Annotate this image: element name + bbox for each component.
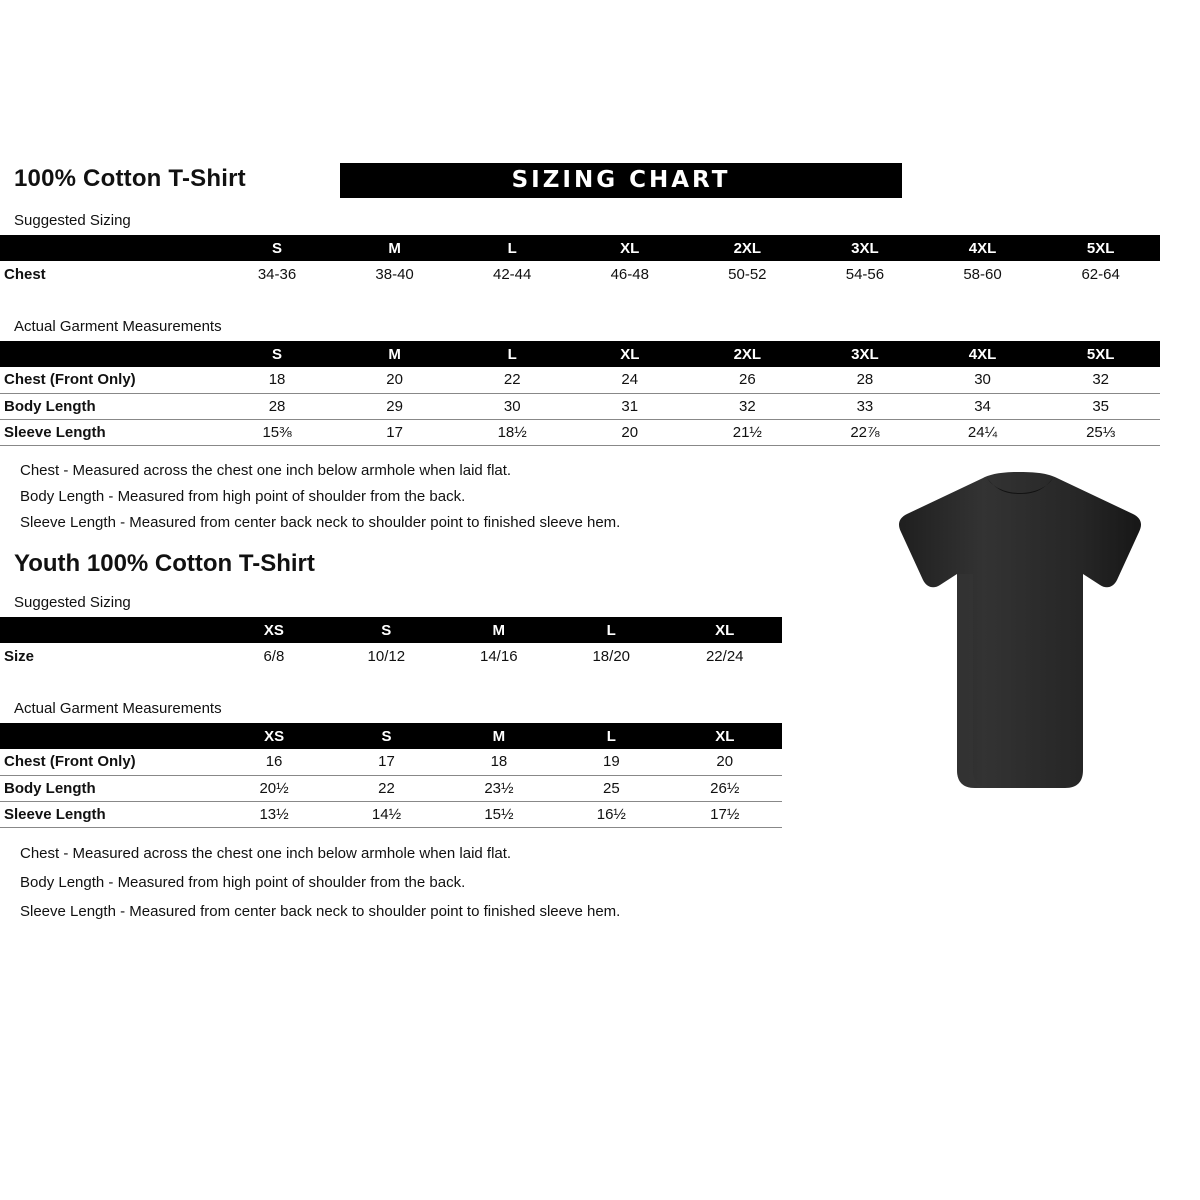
table-cell: 22⅞	[806, 419, 924, 445]
table-cell: 19	[555, 749, 667, 775]
table-cell: 24	[571, 367, 689, 393]
table-cell: 18	[443, 749, 555, 775]
row-label: Body Length	[0, 393, 218, 419]
header-cell: XL	[715, 621, 735, 639]
table-cell: 24¼	[924, 419, 1042, 445]
table-row	[0, 393, 1160, 419]
youth-note-sleeve-length: Sleeve Length - Measured from center back neck to shoulder point to finished sleeve hem.	[20, 903, 621, 920]
table-cell: 28	[218, 393, 336, 419]
table-cell: 18/20	[592, 647, 631, 665]
header-cell: 3XL	[851, 345, 879, 363]
table-cell: 16½	[555, 801, 667, 827]
table-cell: 32	[689, 393, 807, 419]
adult-note-body-length: Body Length - Measured from high point of shoulder from the back.	[20, 488, 466, 505]
table-header-row	[0, 341, 1160, 367]
header-cell: M	[388, 239, 401, 257]
table-cell: 20	[668, 749, 782, 775]
row-label: Chest	[4, 265, 46, 283]
table-cell: 13½	[218, 801, 330, 827]
table-header-row	[0, 235, 1160, 261]
table-cell: 18½	[453, 419, 571, 445]
table-cell: 26	[689, 367, 807, 393]
adult-actual-measurements-table	[0, 341, 1160, 446]
table-cell: 20	[571, 419, 689, 445]
table-row	[0, 367, 1160, 393]
row-label: Body Length	[0, 775, 218, 801]
youth-note-chest: Chest - Measured across the chest one inch below armhole when laid flat.	[20, 845, 512, 862]
table-header-row	[0, 723, 782, 749]
adult-note-chest: Chest - Measured across the chest one inch below armhole when laid flat.	[20, 462, 512, 479]
t-shirt-icon	[895, 470, 1145, 810]
table-cell: 17½	[668, 801, 782, 827]
header-cell: 3XL	[851, 239, 879, 257]
table-cell: 20½	[218, 775, 330, 801]
table-cell: 28	[806, 367, 924, 393]
header-cell: L	[507, 345, 517, 363]
table-cell: 23½	[443, 775, 555, 801]
header-cell: 2XL	[733, 345, 762, 363]
header-cell: S	[381, 621, 392, 639]
header-cell: S	[381, 727, 392, 745]
table-cell: 25⅓	[1041, 419, 1160, 445]
youth-note-body-length: Body Length - Measured from high point of shoulder from the back.	[20, 874, 466, 891]
header-cell: 2XL	[733, 239, 762, 257]
table-row	[0, 801, 782, 827]
table-cell: 14½	[330, 801, 442, 827]
table-cell: 22/24	[705, 647, 744, 665]
table-cell: 32	[1041, 367, 1160, 393]
table-cell: 22	[453, 367, 571, 393]
header-cell: XS	[264, 727, 285, 745]
table-cell: 22	[330, 775, 442, 801]
header-cell	[0, 617, 218, 643]
row-label: Sleeve Length	[0, 801, 218, 827]
header-cell	[0, 723, 218, 749]
youth-suggested-sizing-table	[0, 617, 782, 669]
table-row	[0, 775, 782, 801]
table-cell: 54-56	[845, 265, 885, 283]
adult-suggested-sizing-label: Suggested Sizing	[14, 212, 131, 229]
table-cell: 17	[330, 749, 442, 775]
sizing-chart-banner	[340, 163, 902, 198]
header-cell: 5XL	[1086, 239, 1115, 257]
table-cell: 16	[218, 749, 330, 775]
table-row	[0, 419, 1160, 445]
header-cell: XS	[263, 621, 284, 639]
table-cell: 6/8	[263, 647, 285, 665]
row-label: Sleeve Length	[0, 419, 218, 445]
header-cell: 5XL	[1086, 345, 1115, 363]
adult-suggested-sizing-table	[0, 235, 1160, 287]
table-cell: 35	[1041, 393, 1160, 419]
table-row	[0, 749, 782, 775]
table-cell: 30	[453, 393, 571, 419]
table-cell: 38-40	[375, 265, 414, 283]
table-cell: 31	[571, 393, 689, 419]
table-cell: 26½	[668, 775, 782, 801]
header-cell: XL	[715, 727, 735, 745]
header-cell	[0, 235, 218, 261]
header-cell: XL	[620, 345, 640, 363]
table-cell: 15⅜	[218, 419, 336, 445]
table-row	[0, 261, 1160, 287]
row-label: Chest (Front Only)	[0, 367, 218, 393]
table-cell: 62-64	[1081, 265, 1120, 283]
table-cell: 29	[336, 393, 454, 419]
adult-note-sleeve-length: Sleeve Length - Measured from center back neck to shoulder point to finished sleeve hem.	[20, 514, 621, 531]
header-cell: L	[606, 727, 616, 745]
table-cell: 58-60	[963, 265, 1002, 283]
row-label: Chest (Front Only)	[0, 749, 218, 775]
youth-suggested-sizing-label: Suggested Sizing	[14, 594, 131, 611]
adult-section-title: 100% Cotton T-Shirt	[14, 165, 246, 192]
table-cell: 46-48	[610, 265, 649, 283]
table-cell: 50-52	[728, 265, 767, 283]
header-cell: 4XL	[968, 239, 997, 257]
table-row	[0, 643, 782, 669]
table-cell: 34	[924, 393, 1042, 419]
youth-section-title: Youth 100% Cotton T-Shirt	[14, 550, 315, 577]
header-cell	[0, 341, 218, 367]
table-cell: 17	[336, 419, 454, 445]
youth-actual-measurements-label: Actual Garment Measurements	[14, 700, 222, 717]
table-header-row	[0, 617, 782, 643]
header-cell: 4XL	[968, 345, 997, 363]
row-label: Size	[4, 647, 35, 665]
table-cell: 42-44	[492, 265, 532, 283]
table-cell: 21½	[689, 419, 807, 445]
header-cell: XL	[620, 239, 640, 257]
table-cell: 34-36	[257, 265, 297, 283]
header-cell: S	[272, 345, 283, 363]
table-cell: 18	[218, 367, 336, 393]
header-cell: L	[606, 621, 616, 639]
adult-actual-measurements-label: Actual Garment Measurements	[14, 318, 222, 335]
table-cell: 10/12	[367, 647, 406, 665]
header-cell: M	[388, 345, 401, 363]
table-cell: 33	[806, 393, 924, 419]
table-cell: 20	[336, 367, 454, 393]
header-cell: M	[492, 727, 506, 745]
header-cell: S	[272, 239, 283, 257]
table-cell: 14/16	[480, 647, 518, 665]
table-cell: 15½	[443, 801, 555, 827]
t-shirt-illustration	[895, 470, 1145, 810]
header-cell: M	[492, 621, 506, 639]
youth-actual-measurements-table	[0, 723, 782, 828]
header-cell: L	[507, 239, 517, 257]
sizing-chart-banner-label: SIZING CHART	[511, 167, 731, 193]
table-cell: 30	[924, 367, 1042, 393]
table-cell: 25	[555, 775, 667, 801]
